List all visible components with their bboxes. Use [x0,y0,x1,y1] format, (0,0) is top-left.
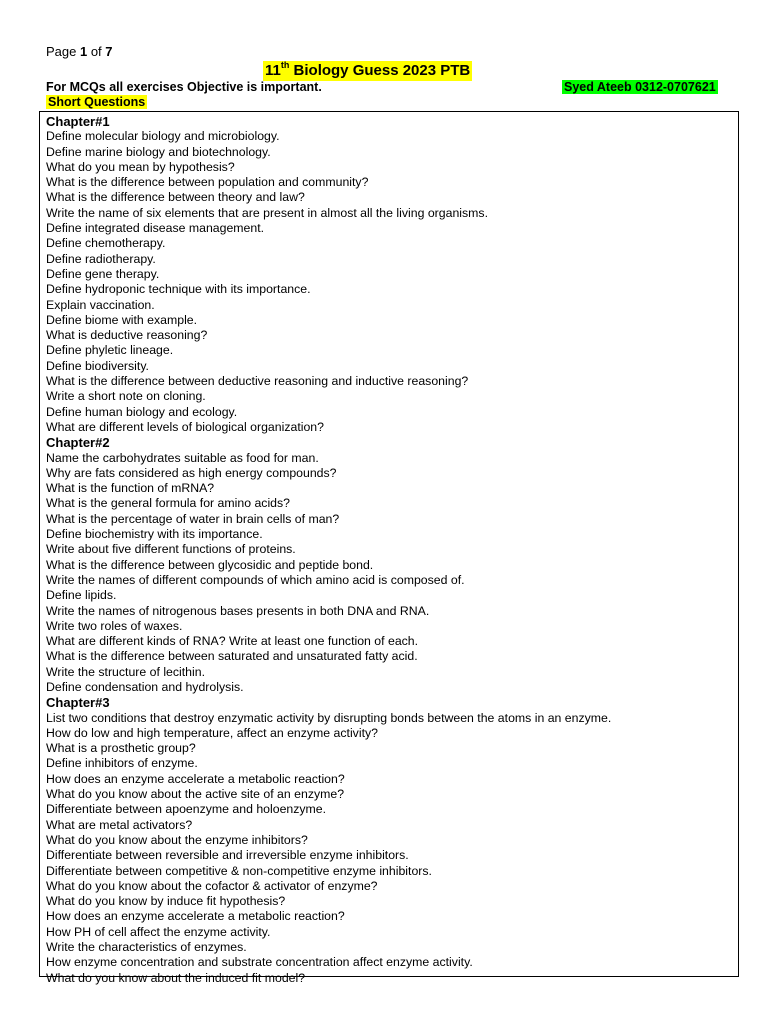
question-item: What is the general formula for amino acids? [46,496,291,511]
question-item: Define radiotherapy. [46,251,156,266]
question-item: Name the carbohydrates suitable as food for man. [46,450,319,465]
mcq-note: For MCQs all exercises Objective is important. [46,80,322,94]
question-item: Write a short note on cloning. [46,389,206,404]
question-item: Define condensation and hydrolysis. [46,679,244,694]
author-contact: Syed Ateeb 0312-0707621 [564,80,716,94]
question-item: Write the names of nitrogenous bases presents in both DNA and RNA. [46,603,430,618]
chapter-heading: Chapter#3 [46,695,110,711]
chapter-heading: Chapter#1 [46,114,110,129]
question-item: What do you know by induce fit hypothesis? [46,894,286,909]
question-item: Define biome with example. [46,312,198,327]
question-item: What is the difference between saturated and unsaturated fatty acid. [46,649,418,664]
question-item: Write the names of different compounds of which amino acid is composed of. [46,572,465,587]
question-item: What are different levels of biological organization? [46,419,324,434]
question-item: What do you know about the induced fit model? [46,970,306,985]
question-item: Define molecular biology and microbiology. [46,129,280,144]
question-item: What do you know about the cofactor & activator of enzyme? [46,878,378,893]
question-item: Define hydroponic technique with its importance. [46,282,311,297]
question-item: What is the difference between population and community? [46,175,369,190]
question-item: How does an enzyme accelerate a metabolic reaction? [46,771,345,786]
question-item: How do low and high temperature, affect an enzyme activity? [46,725,378,740]
question-item: Write the name of six elements that are present in almost all the living organisms. [46,205,488,220]
question-item: What is the function of mRNA? [46,481,215,496]
question-item: Differentiate between reversible and irreversible enzyme inhibitors. [46,848,409,863]
question-item: Write the structure of lecithin. [46,664,206,679]
question-item: Define gene therapy. [46,266,160,281]
question-item: Differentiate between competitive & non-competitive enzyme inhibitors. [46,863,432,878]
question-item: Define integrated disease management. [46,221,265,236]
question-item: Differentiate between apoenzyme and holoenzyme. [46,802,327,817]
question-item: How does an enzyme accelerate a metabolic reaction? [46,909,345,924]
question-item: Define biodiversity. [46,358,149,373]
questions-box [39,111,739,985]
question-item: What is the percentage of water in brain cells of man? [46,511,340,526]
question-item: Write the characteristics of enzymes. [46,940,247,955]
question-item: What is the difference between theory and law? [46,190,305,205]
question-item: Define lipids. [46,588,117,603]
question-item: What are different kinds of RNA? Write at least one function of each. [46,634,419,649]
question-item: How PH of cell affect the enzyme activity. [46,924,271,939]
question-item: Define chemotherapy. [46,236,166,251]
question-item: What do you know about the enzyme inhibitors? [46,832,308,847]
question-item: Write about five different functions of proteins. [46,542,296,557]
question-item: How enzyme concentration and substrate concentration affect enzyme activity. [46,955,473,970]
question-item: What do you mean by hypothesis? [46,159,235,174]
question-item: List two conditions that destroy enzymatic activity by disrupting bonds between the atoms in an enzyme. [46,710,612,725]
question-item: Define marine biology and biotechnology. [46,144,271,159]
question-item: Write two roles of waxes. [46,618,183,633]
question-item: What is the difference between glycosidic and peptide bond. [46,557,374,572]
question-item: Define phyletic lineage. [46,343,174,358]
question-item: Define biochemistry with its importance. [46,527,263,542]
question-item: What is a prosthetic group? [46,741,196,756]
question-item: Why are fats considered as high energy compounds? [46,465,337,480]
question-item: What is deductive reasoning? [46,328,208,343]
question-item: Define human biology and ecology. [46,404,238,419]
question-item: What are metal activators? [46,817,193,832]
document-title: 11th Biology Guess 2023 PTB [265,60,471,79]
question-item: Explain vaccination. [46,297,155,312]
question-item: What is the difference between deductive reasoning and inductive reasoning? [46,374,469,389]
chapter-heading: Chapter#2 [46,435,110,451]
question-item: Define inhibitors of enzyme. [46,756,198,771]
page-number: Page 1 of 7 [46,44,113,59]
question-item: What do you know about the active site of an enzyme? [46,787,345,802]
short-questions-label: Short Questions [48,95,146,109]
